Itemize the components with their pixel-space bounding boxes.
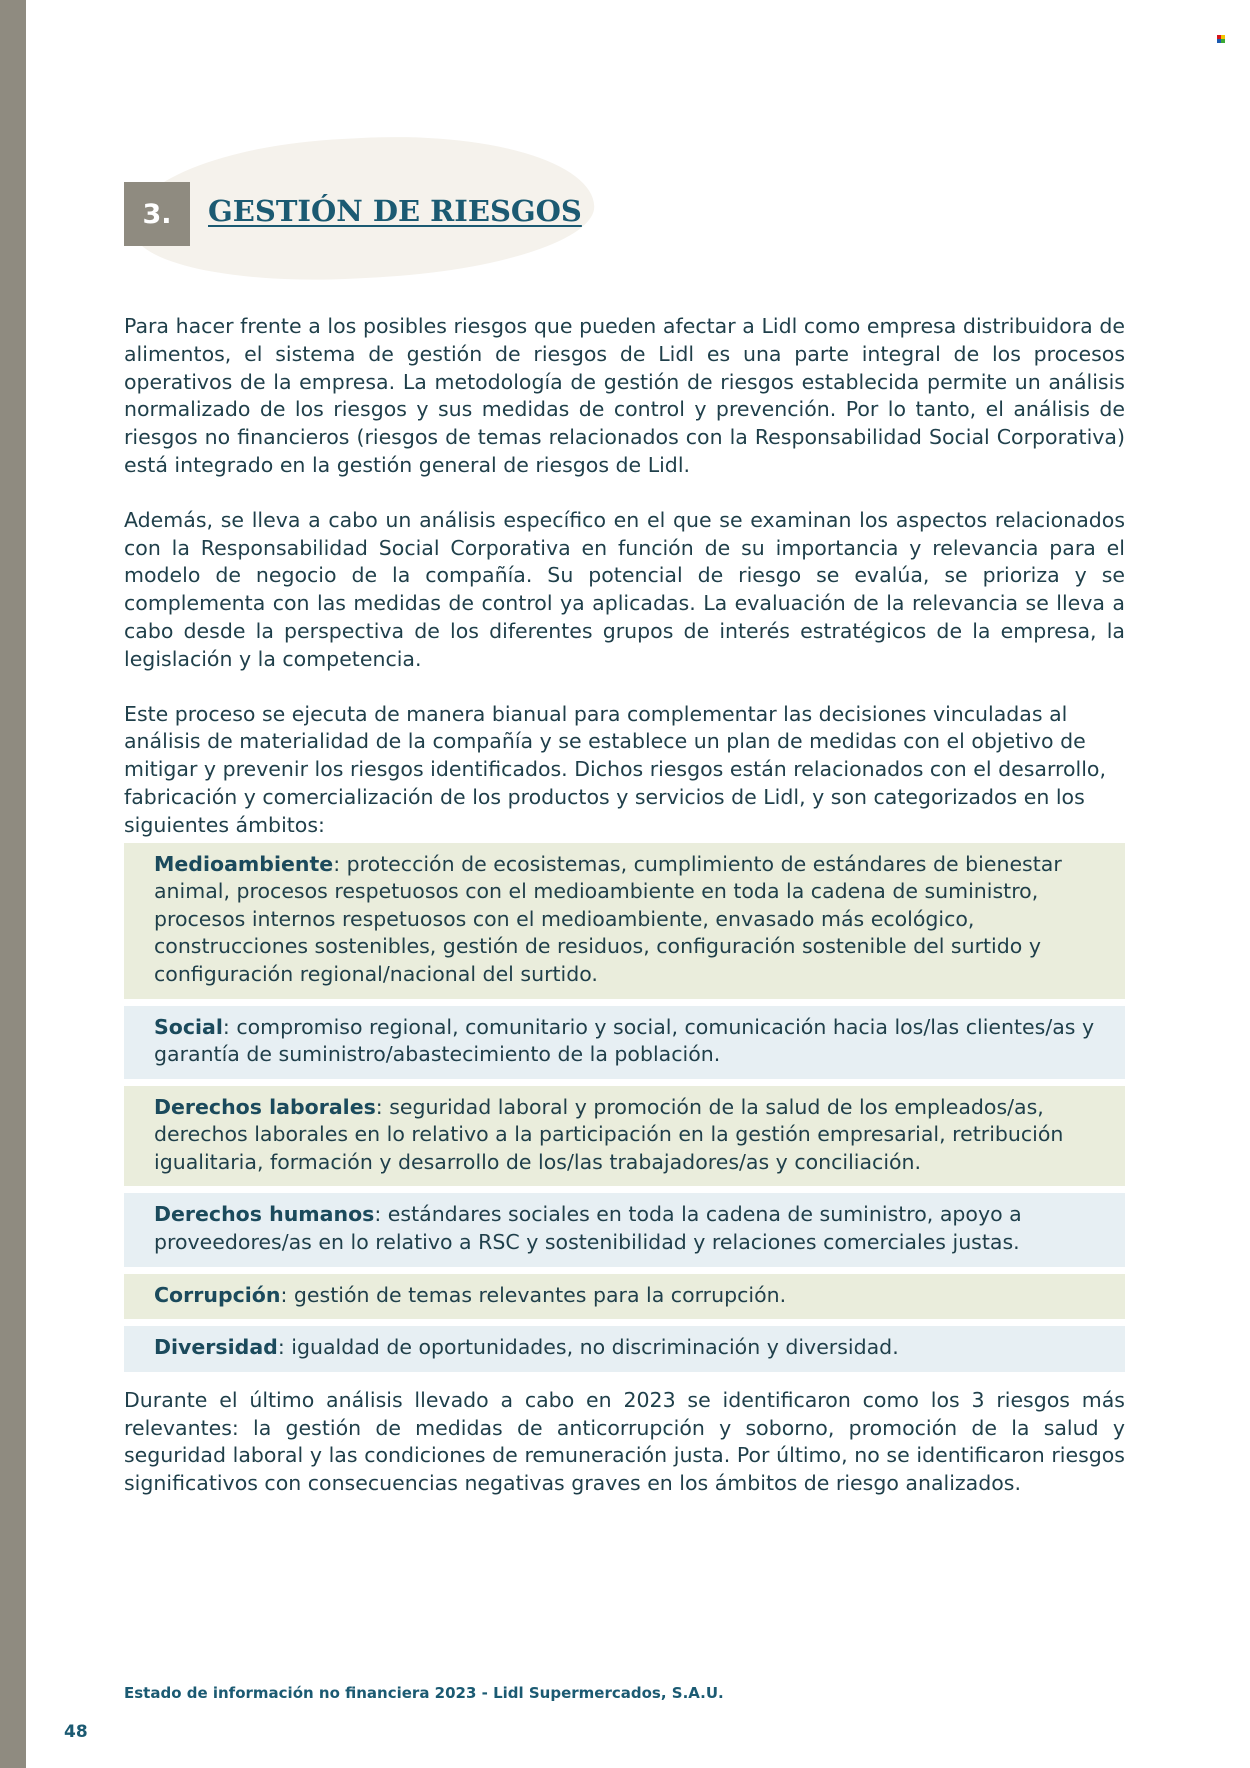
scope-term: Derechos laborales — [154, 1094, 376, 1119]
scope-description: : igualdad de oportunidades, no discriminación y diversidad. — [277, 1335, 899, 1360]
scope-term: Medioambiente — [154, 851, 334, 876]
page-number: 48 — [64, 1722, 88, 1742]
left-margin-bar — [0, 0, 26, 1768]
scope-term: Derechos humanos — [154, 1202, 375, 1227]
scope-term: Social — [154, 1014, 223, 1039]
section-title: GESTIÓN DE RIESGOS — [208, 194, 582, 228]
scope-term: Diversidad — [154, 1335, 278, 1360]
corner-color-mark-icon — [1217, 35, 1225, 43]
paragraph-process: Este proceso se ejecuta de manera bianual para complementar las decisiones vinculadas al análisis de materialidad de la compañía y se establece un plan de medidas con el objetivo de mitigar y prevenir los riesgos identificados. Dichos riesgos están relacionados con el desarrollo, fabricación y comercialización de los productos y servicios de Lidl, y son categorizados en los siguientes ámbitos: — [124, 701, 1106, 837]
scope-item-social — [124, 1006, 1125, 1079]
paragraph-conclusion: Durante el último análisis llevado a cabo en 2023 se identificaron como los 3 riesgos más relevantes: la gestión de medidas de anticorrupción y soborno, promoción de la salud y seguridad laboral y las condiciones de remuneración justa. Por último, no se identificaron riesgos significativos con consecuencias negativas graves en los ámbitos de riesgo analizados. — [124, 1387, 1125, 1496]
scope-item-derechos-humanos — [124, 1193, 1125, 1266]
scope-term: Corrupción — [154, 1282, 281, 1307]
scope-item-medioambiente — [124, 843, 1125, 999]
main-content — [124, 313, 1125, 1525]
scope-item-derechos-laborales — [124, 1086, 1125, 1187]
scope-description: : estándares sociales en toda la cadena de suministro, apoyo a proveedores/as en lo relativo a RSC y sostenibilidad y relaciones comerciales justas. — [154, 1202, 1022, 1255]
section-number: 3. — [124, 182, 190, 246]
risk-scopes-list — [124, 843, 1125, 1372]
scope-description: : seguridad laboral y promoción de la salud de los empleados/as, derechos laborales en lo relativo a la participación en la gestión empresarial, retribución igualitaria, formación y desarrollo de los/las trabajadores/as y conciliación. — [154, 1094, 1064, 1174]
scope-description: : compromiso regional, comunitario y social, comunicación hacia los/las clientes/as y garantía de suministro/abastecimiento de la población. — [154, 1014, 1095, 1067]
scope-item-diversidad — [124, 1326, 1125, 1372]
scope-description: : protección de ecosistemas, cumplimiento de estándares de bienestar animal, procesos respetuosos con el medioambiente en toda la cadena de suministro, procesos internos respetuosos con el medioambiente, envasado más ecológico, construcciones sostenibles, gestión de residuos, configuración sostenible del surtido y configuración regional/nacional del surtido. — [154, 851, 1062, 986]
paragraph-analysis: Además, se lleva a cabo un análisis específico en el que se examinan los aspectos relacionados con la Responsabilidad Social Corporativa en función de su importancia y relevancia para el modelo de negocio de la compañía. Su potencial de riesgo se evalúa, se prioriza y se complementa con las medidas de control ya aplicadas. La evaluación de la relevancia se lleva a cabo desde la perspectiva de los diferentes grupos de interés estratégicos de la empresa, la legislación y la competencia. — [124, 507, 1125, 671]
scope-description: : gestión de temas relevantes para la corrupción. — [280, 1282, 787, 1307]
paragraph-intro: Para hacer frente a los posibles riesgos que pueden afectar a Lidl como empresa distribuidora de alimentos, el sistema de gestión de riesgos de Lidl es una parte integral de los procesos operativos de la empresa. La metodología de gestión de riesgos establecida permite un análisis normalizado de los riesgos y sus medidas de control y prevención. Por lo tanto, el análisis de riesgos no financieros (riesgos de temas relacionados con la Responsabilidad Social Corporativa) está integrado en la gestión general de riesgos de Lidl. — [124, 314, 1125, 477]
footer-document-title: Estado de información no financiera 2023 - Lidl Supermercados, S.A.U. — [124, 1684, 724, 1702]
scope-item-corrupcion — [124, 1274, 1125, 1320]
